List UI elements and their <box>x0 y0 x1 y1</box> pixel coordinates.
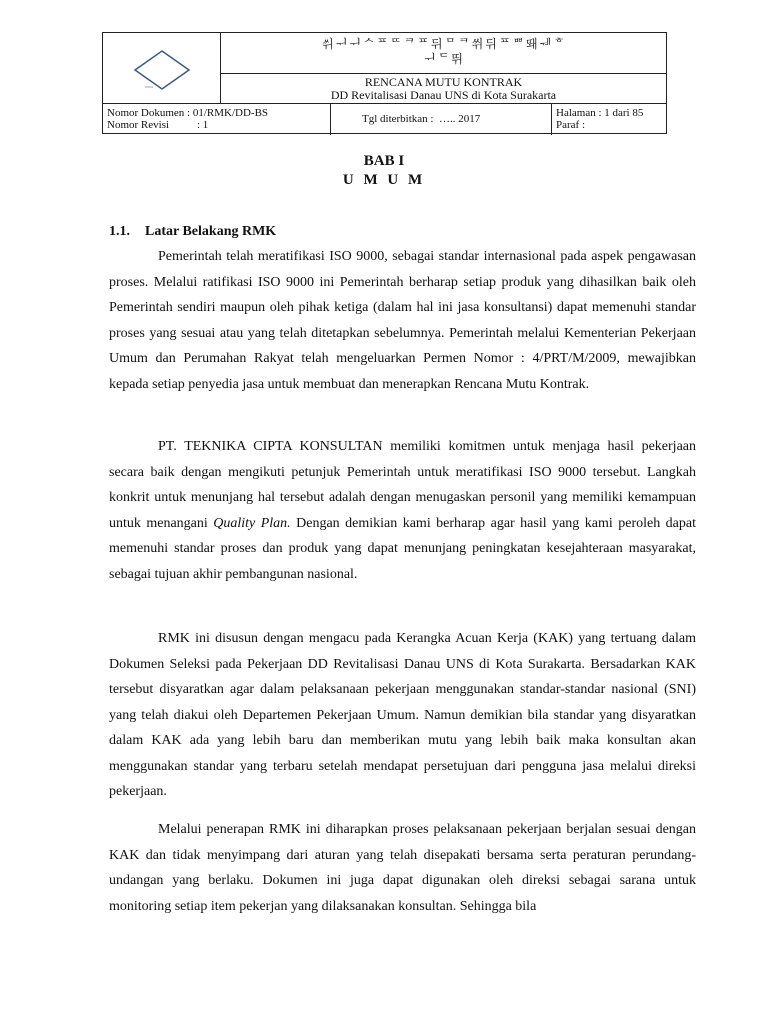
doc-number-label: Nomor Dokumen <box>107 107 185 119</box>
section-title: Latar Belakang RMK <box>145 224 277 239</box>
paragraph-3-text: RMK ini disusun dengan mengacu pada Kerangka Acuan Kerja (KAK) yang tertuang dalam Dokumen Seleksi pada Pekerjaan DD Revitalisasi Danau UNS di Kota Surakarta. Bersadarkan KAK tersebut disyaratkan agar dalam pelaksanaan pekerjaan menggunakan standar-standar nasional (SNI) yang telah diakui oleh Departemen Pekerjaan Umum. Namun demikian bila standar yang disyaratkan dalam KAK ada yang lebih baru dan memberikan mutu yang lebih baik maka konsultan akan menggunakan standar yang terbaru setelah mendapat persetujuan dari pengguna jasa melalui direksi pekerjaan. <box>109 631 696 799</box>
paragraph-4 <box>109 817 696 919</box>
revision-label: Nomor Revisi <box>107 119 170 131</box>
chapter-title: U M U M <box>342 172 426 188</box>
paragraph-2-text-start: PT. TEKNIKA CIPTA KONSULTAN memiliki komitmen untuk menjaga hasil pekerjaan secara baik dengan mengikuti petunjuk Pemerintah untuk meratifikasi ISO 9000 tersebut. Langkah konkrit untuk menunjang hal tersebut adalah dengan menugaskan personil yang memiliki kemampuan untuk menangani <box>109 439 696 531</box>
paraf-label: Paraf : <box>556 119 586 131</box>
document-meta-row <box>103 103 666 135</box>
company-logo-cell <box>103 33 221 103</box>
document-title: RENCANA MUTU KONTRAK <box>364 75 523 89</box>
section-heading <box>109 224 276 240</box>
paragraph-2-text-end: Dengan demikian kami berharap agar hasil yang kami peroleh dapat memenuhi standar proses dan produk yang dapat menunjang peningkatan kesejahteraan masyarakat, sebagai tujuan akhir pembangunan nasional. <box>109 515 697 582</box>
page-count: Halaman : 1 dari 85 <box>556 107 644 119</box>
paragraph-1 <box>109 244 696 397</box>
document-title-block <box>221 74 666 103</box>
paragraph-2 <box>109 434 696 587</box>
issued-value: ….. 2017 <box>438 113 481 125</box>
chapter-number: BAB I <box>363 153 405 169</box>
company-name-garbled <box>221 33 666 74</box>
quality-plan-term: Quality Plan. <box>213 515 291 531</box>
issued-date-cell <box>331 104 552 135</box>
paragraph-2-text <box>109 434 696 587</box>
doc-number-cell <box>103 104 331 135</box>
paragraph-1-text: Pemerintah telah meratifikasi ISO 9000, sebagai standar internasional pada aspek pengawasan proses. Melalui ratifikasi ISO 9000 ini Pemerintah berharap setiap produk yang dihasilkan baik oleh Pemerintah sendiri maupun oleh pihak ketiga (dalam hal ini jasa konsultansi) dapat memenuhi standar proses yang sesuai atau yang telah ditetapkan sebelumnya. Pemerintah melalui Kementerian Pekerjaan Umum dan Perumahan Rakyat telah mengeluarkan Permen Nomor : 4/PRT/M/2009, mewajibkan kepada setiap penyedia jasa untuk membuat dan menerapkan Rencana Mutu Kontrak. <box>109 249 696 392</box>
company-name-line1: ᄽᅱᅱᅱᄉᄑᄄᄏᄑ뒤ᄆᄏ쒸뒤ᄑᄈ뙈ᅰᄒ <box>322 37 567 51</box>
issued-label: Tgl diterbitkan : <box>362 113 434 125</box>
company-logo-diamond-icon <box>133 50 191 90</box>
revision-value: : 1 <box>197 119 209 131</box>
paragraph-4-text: Melalui penerapan RMK ini diharapkan proses pelaksanaan pekerjaan berjalan sesuai dengan KAK dan tidak menyimpang dari aturan yang telah disepakati bersama serta peraturan perundang-undangan yang berlaku. Dokumen ini juga dapat digunakan oleh direksi sebagai sarana untuk monitoring setiap item pekerjan yang dilaksanakan konsultan. Sehingga bila <box>109 822 696 914</box>
paragraph-3 <box>109 626 696 805</box>
section-number: 1.1. <box>109 224 130 239</box>
company-name-line2: ᅱᄃ뛰 <box>424 52 465 66</box>
doc-number-value: : 01/RMK/DD-BS <box>187 107 269 119</box>
project-title: DD Revitalisasi Danau UNS di Kota Surakarta <box>330 88 557 102</box>
document-header-table <box>102 32 667 134</box>
page-info-cell <box>552 104 666 135</box>
